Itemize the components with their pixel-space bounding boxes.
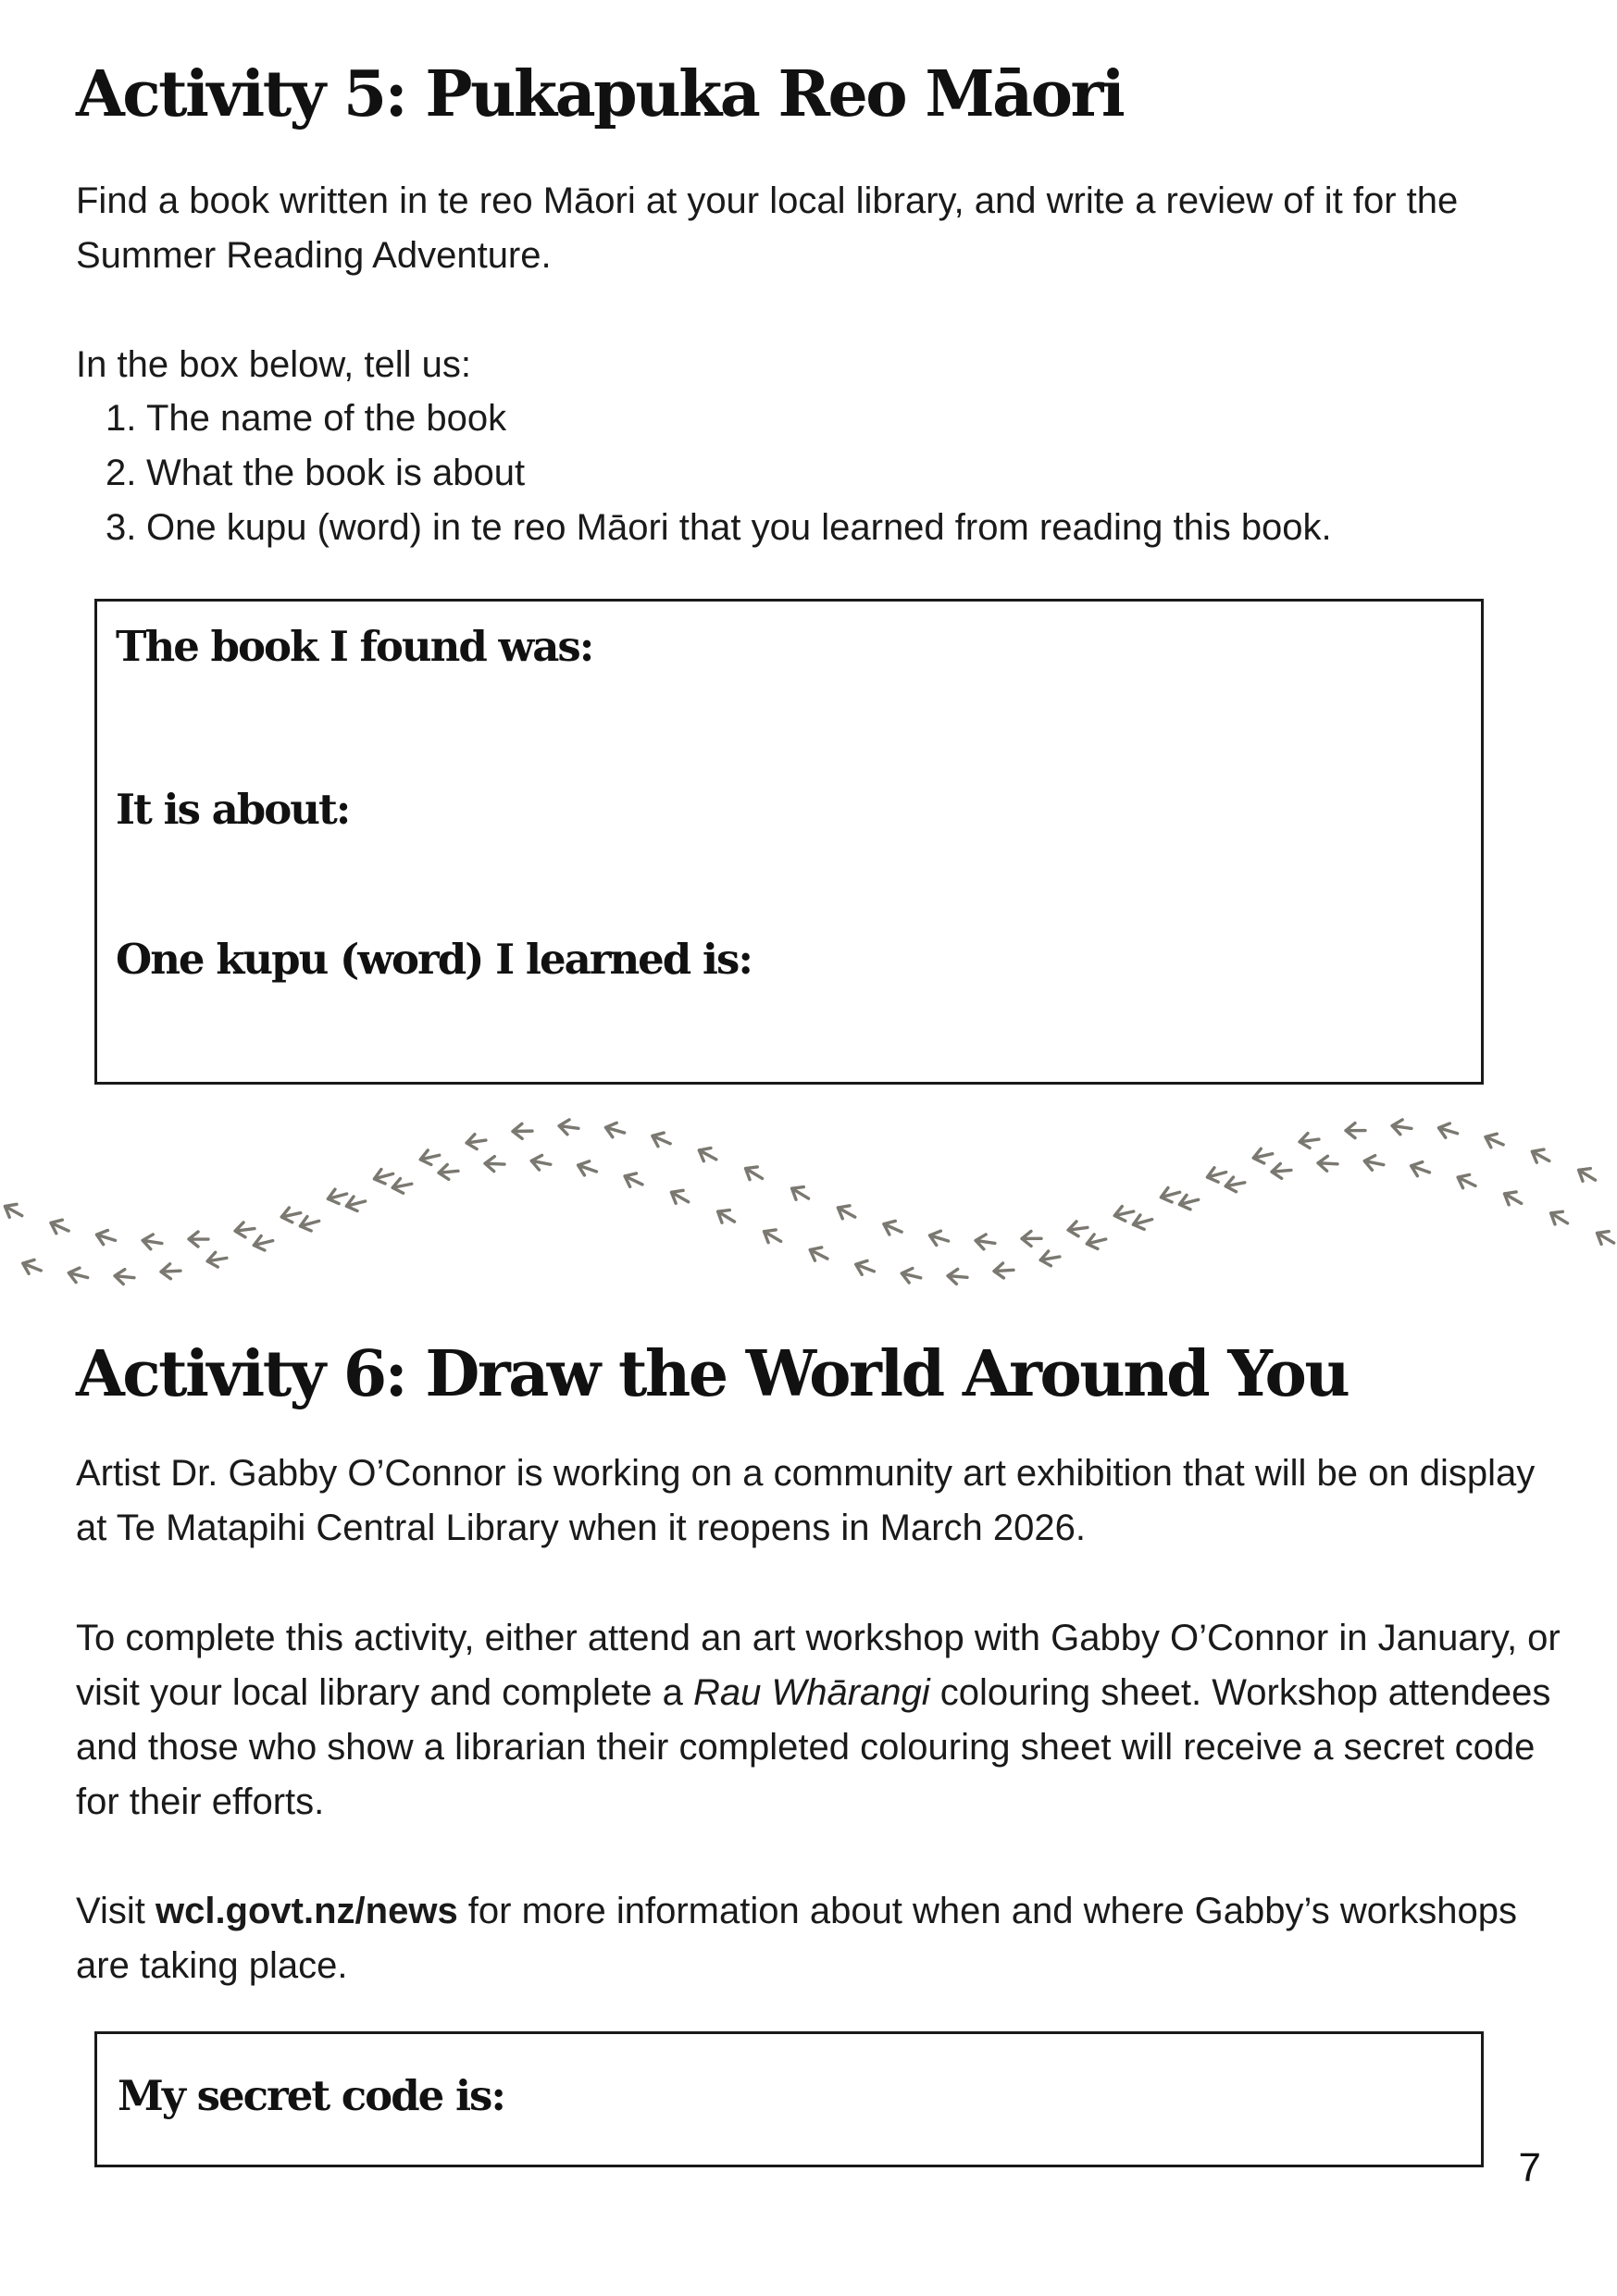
- footprint: [1437, 1121, 1460, 1140]
- footprint: [67, 1266, 89, 1285]
- footprint: [788, 1182, 812, 1205]
- footprint: [1593, 1227, 1617, 1249]
- footprint: [1205, 1165, 1227, 1185]
- page-number: 7: [1518, 2145, 1541, 2191]
- footprint: [161, 1263, 181, 1279]
- footprint: [900, 1266, 922, 1285]
- list-item: 1. The name of the book: [106, 398, 507, 439]
- footprint: [807, 1243, 831, 1265]
- footprint: [1299, 1132, 1320, 1149]
- footprint: [927, 1228, 951, 1247]
- about-label: It is about:: [116, 785, 350, 834]
- footprint: [1574, 1163, 1598, 1186]
- footprint: [1131, 1212, 1154, 1232]
- footprint: [1252, 1147, 1275, 1165]
- footprint: [530, 1153, 553, 1172]
- footprint: [1547, 1207, 1571, 1230]
- footprint: [48, 1216, 72, 1237]
- secret-code-label: My secret code is:: [118, 2071, 504, 2120]
- footprint: [513, 1123, 532, 1138]
- footprint: [650, 1129, 674, 1150]
- footprint: [1159, 1185, 1181, 1205]
- footprint: [94, 1227, 118, 1247]
- footprint: [741, 1162, 765, 1185]
- footprint: [206, 1250, 228, 1268]
- footprint: [622, 1170, 646, 1192]
- footprint: [1455, 1171, 1479, 1193]
- activity-6-title: Activity 6: Draw the World Around You: [76, 1337, 1349, 1411]
- footprint: [418, 1148, 441, 1166]
- activity-5-list-intro: In the box below, tell us:: [76, 344, 471, 385]
- activity-6-para-3: Visit wcl.govt.nz/news for more information about when and where Gabby’s workshops are taking place.: [76, 1891, 1518, 1986]
- footprint: [1271, 1162, 1291, 1179]
- footprint: [326, 1186, 348, 1206]
- footprint: [1, 1199, 25, 1222]
- footprint: [142, 1233, 163, 1250]
- footprint: [603, 1121, 627, 1140]
- footprint: [1022, 1231, 1041, 1246]
- activity-5-intro: Find a book written in te reo Māori at your local library, and write a review of it for the Summer Reading Adventure.: [76, 180, 1459, 276]
- footprint: [881, 1217, 905, 1238]
- footprint: [975, 1234, 996, 1251]
- footprint: [252, 1234, 274, 1253]
- footprint: [667, 1185, 691, 1208]
- footprint: [20, 1257, 44, 1278]
- footprint: [438, 1163, 458, 1180]
- rau-wharangi-term: Rau Whārangi: [692, 1672, 930, 1713]
- footprint: [1318, 1156, 1338, 1172]
- footprint: [1177, 1193, 1200, 1212]
- news-link[interactable]: wcl.govt.nz/news: [155, 1891, 458, 1931]
- footprint: [714, 1205, 738, 1228]
- book-review-box[interactable]: [94, 599, 1484, 1085]
- footprint: [1225, 1175, 1247, 1194]
- footprint: [1391, 1119, 1412, 1136]
- footprint: [994, 1262, 1014, 1278]
- bird-footprints-icon: [0, 1106, 1617, 1300]
- word-learned-label: One kupu (word) I learned is:: [116, 935, 752, 984]
- footprint: [485, 1156, 505, 1172]
- footprint: [1483, 1130, 1507, 1151]
- footprint: [1113, 1204, 1136, 1222]
- activity-5-title: Activity 5: Pukapuka Reo Māori: [76, 57, 1124, 131]
- footprint: [1067, 1220, 1088, 1237]
- footprint: [466, 1133, 487, 1150]
- footprint: [392, 1176, 414, 1195]
- footprint: [372, 1167, 394, 1186]
- footprint: [1500, 1187, 1524, 1210]
- footprint: [760, 1225, 784, 1247]
- footprint: [1409, 1159, 1432, 1179]
- footprint: [1529, 1145, 1553, 1167]
- secret-code-box[interactable]: [94, 2031, 1484, 2167]
- activity-6-para-2: To complete this activity, either attend an art workshop with Gabby O’Connor in January, or visit your local library and complete a Rau Whārangi colouring sheet. Workshop attendees and those who show a librarian their completed colouring sheet will receive a secret code for their efforts.: [76, 1618, 1561, 1822]
- footprint: [576, 1159, 599, 1179]
- activity-6-para-1: Artist Dr. Gabby O’Connor is working on a community art exhibition that will be on display at Te Matapihi Central Library when it reopens in March 2026.: [76, 1453, 1536, 1548]
- activity-5-steps: [76, 391, 1332, 555]
- footprint: [1363, 1154, 1386, 1173]
- list-item: 3. One kupu (word) in te reo Māori that you learned from reading this book.: [106, 507, 1332, 548]
- footprint: [696, 1144, 720, 1166]
- footprint: [558, 1119, 579, 1136]
- footprint: [1085, 1232, 1107, 1251]
- footprint: [298, 1214, 321, 1234]
- footprint: [947, 1269, 967, 1285]
- footprint: [114, 1269, 134, 1285]
- book-found-label: The book I found was:: [116, 622, 593, 671]
- footprint: [1039, 1249, 1061, 1267]
- footprint: [234, 1222, 255, 1238]
- footprint: [344, 1194, 367, 1213]
- footprint: [189, 1232, 208, 1247]
- footprint: [1346, 1123, 1365, 1138]
- list-item: 2. What the book is about: [106, 453, 526, 493]
- footprint: [835, 1201, 859, 1223]
- footprint: [280, 1206, 303, 1224]
- footprint: [853, 1258, 877, 1279]
